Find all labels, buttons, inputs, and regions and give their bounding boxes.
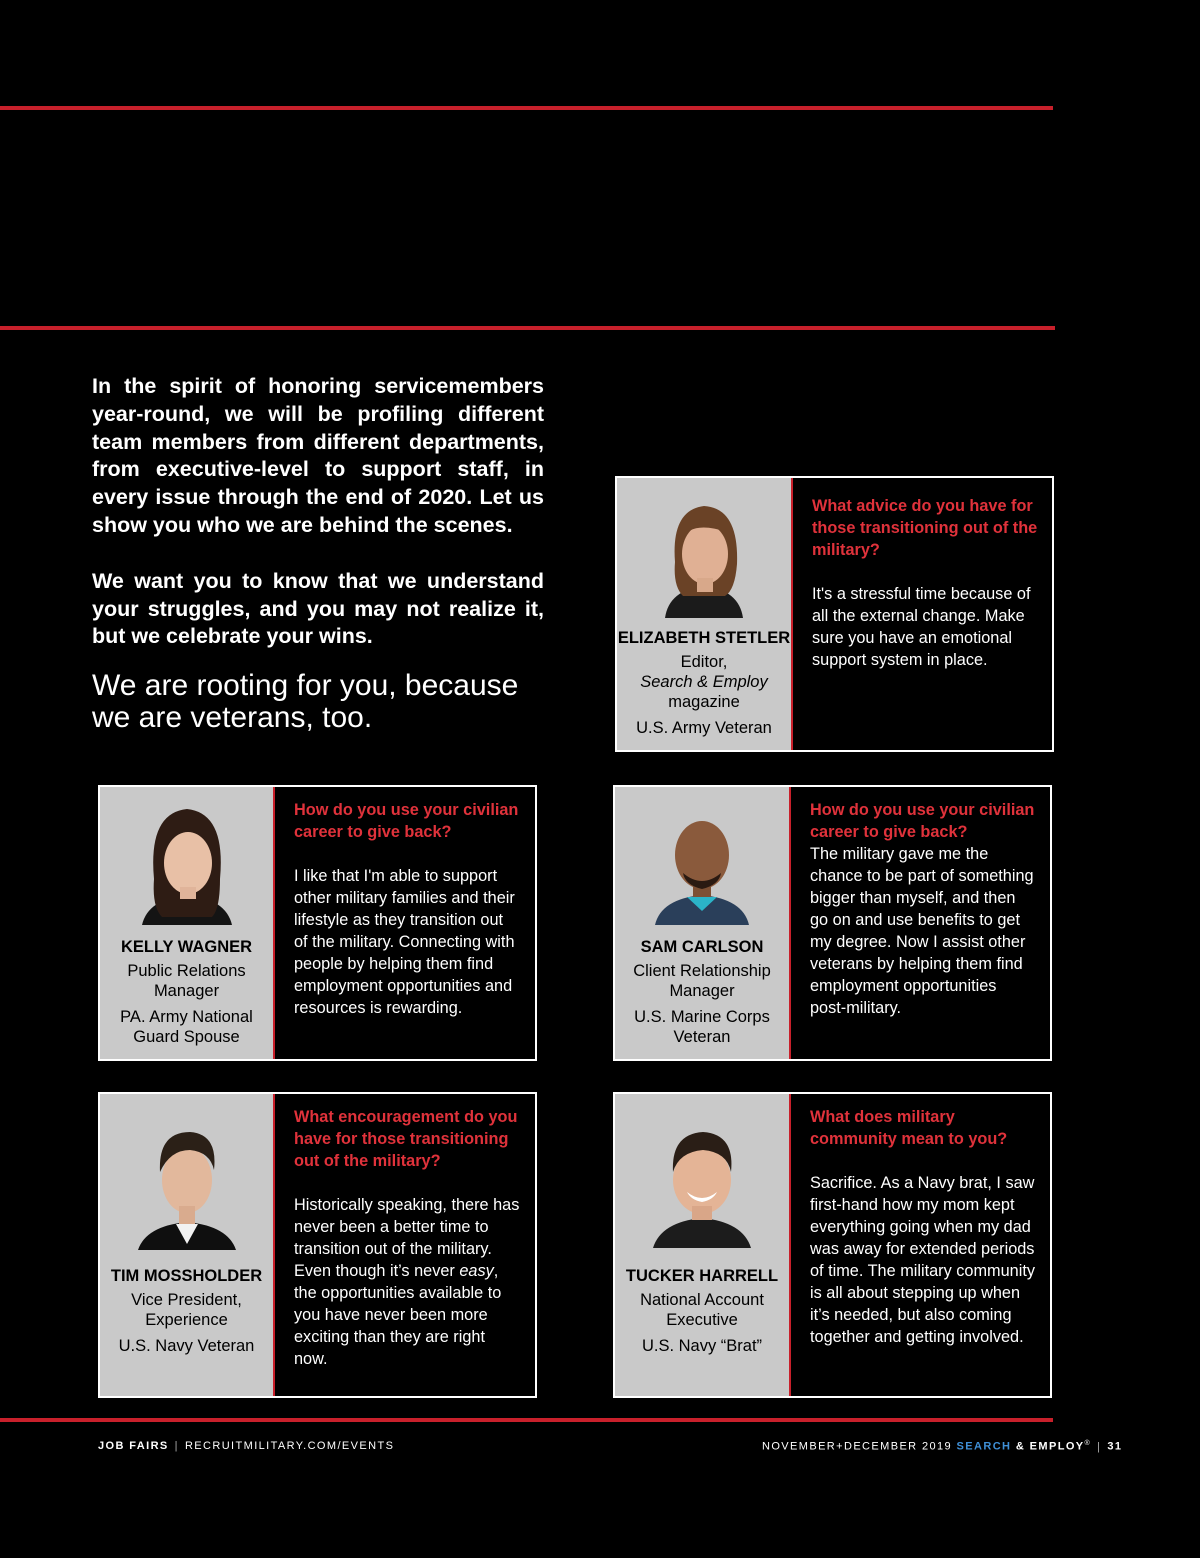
profile-meta xyxy=(617,628,791,738)
profile-role: Public Relations Manager xyxy=(127,962,246,1000)
profile-service: U.S. Marine Corps Veteran xyxy=(634,1008,770,1046)
profile-meta xyxy=(100,937,273,1047)
profile-role: Client Relationship Manager xyxy=(633,962,771,1000)
profile-qa xyxy=(275,787,535,1059)
profile-photo-panel xyxy=(100,787,275,1059)
profile-name: ELIZABETH STETLER xyxy=(617,629,791,647)
profile-photo-panel xyxy=(615,787,791,1059)
profile-question: What advice do you have for those transitioning out of the military? xyxy=(812,497,1038,559)
footer-left: JOB FAIRS | RECRUITMILITARY.COM/EVENTS xyxy=(98,1440,395,1452)
profile-answer: The military gave me the chance to be part of something bigger than myself, and then go on and use benefits to get my degree. Now I assist other veterans by helping them find employment opportunities post-military. xyxy=(810,845,1034,1017)
profile-question: How do you use your civilian career to give back? xyxy=(810,801,1035,841)
profile-answer: Sacrifice. As a Navy brat, I saw first-hand how my mom kept everything going when my dad was away for extended periods of time. The military community is all about stepping up when it’s needed, but also coming together and getting involved. xyxy=(810,1174,1035,1346)
footer-right: NOVEMBER+DECEMBER 2019 SEARCH & EMPLOY® | 31 xyxy=(762,1440,1123,1453)
role-suffix: magazine xyxy=(668,693,740,711)
profile-meta xyxy=(615,937,789,1047)
profile-role: Vice President, Experience xyxy=(131,1291,242,1329)
profile-service: U.S. Navy “Brat” xyxy=(641,1337,763,1355)
profile-meta xyxy=(100,1266,273,1356)
portrait-photo xyxy=(128,1124,246,1250)
profile-question: What does military community mean to you? xyxy=(810,1108,1008,1148)
profile-qa xyxy=(791,1094,1050,1396)
footer-issue: NOVEMBER+DECEMBER 2019 xyxy=(762,1440,953,1453)
intro-paragraph-2: We want you to know that we understand your struggles, and you may not realize it, but we celebrate your wins. xyxy=(92,568,544,649)
profile-answer: It's a stressful time because of all the external change. Make sure you have an emotional support system in place. xyxy=(812,585,1031,669)
profile-qa xyxy=(791,787,1050,1059)
profile-photo-panel xyxy=(100,1094,275,1396)
profile-meta xyxy=(615,1266,789,1356)
footer-rule xyxy=(0,1418,1053,1422)
profile-name: TUCKER HARRELL xyxy=(625,1267,779,1285)
profile-qa xyxy=(275,1094,535,1396)
profile-photo-panel xyxy=(615,1094,791,1396)
intro-text xyxy=(92,373,544,679)
answer-part-b: , the opportunities available to you have never been more exciting than they are right now. xyxy=(294,1262,502,1368)
role-magazine: Search & Employ xyxy=(640,673,768,691)
footer-registered-mark: ® xyxy=(1084,1440,1092,1447)
footer-link[interactable]: RECRUITMILITARY.COM/EVENTS xyxy=(184,1440,395,1452)
profile-service: U.S. Navy Veteran xyxy=(118,1337,255,1355)
profile-qa xyxy=(793,478,1052,750)
footer-section-label: JOB FAIRS xyxy=(98,1440,169,1452)
profile-name: KELLY WAGNER xyxy=(120,938,253,956)
portrait-photo xyxy=(645,492,763,618)
role-prefix: Editor, xyxy=(680,653,728,671)
profile-photo-panel xyxy=(617,478,793,750)
profile-role xyxy=(617,652,791,712)
portrait-photo xyxy=(643,1122,761,1248)
profile-answer: I like that I'm able to support other military families and their lifestyle as they transition out of the military. Connecting with people by helping them find employment opportunities and resources is rewarding. xyxy=(294,867,515,1017)
footer-brand-employ: & EMPLOY xyxy=(1015,1440,1085,1453)
portrait-photo xyxy=(128,799,246,925)
profile-card-tim xyxy=(98,1092,537,1398)
page-number: 31 xyxy=(1107,1440,1123,1453)
profile-question: What encouragement do you have for those transitioning out of the military? xyxy=(294,1108,518,1170)
profile-answer xyxy=(294,1194,521,1370)
answer-emphasis: easy xyxy=(459,1262,494,1280)
profile-card-tucker xyxy=(613,1092,1052,1398)
profile-role: National Account Executive xyxy=(640,1291,764,1329)
tagline: We are rooting for you, because we are veterans, too. xyxy=(92,669,519,734)
portrait-photo xyxy=(643,799,761,925)
header-rule xyxy=(0,326,1055,330)
profile-question: How do you use your civilian career to give back? xyxy=(294,801,519,841)
answer-part-a: Historically speaking, there has never been a better time to transition out of the military. Even though it’s never xyxy=(294,1196,520,1280)
profile-card-sam xyxy=(613,785,1052,1061)
intro-paragraph-1: In the spirit of honoring servicemembers year-round, we will be profiling different team members from different departments, from executive-level to support staff, in every issue through the end of 2020. Let us show you who we are behind the scenes. xyxy=(92,374,544,537)
profile-service: PA. Army National Guard Spouse xyxy=(120,1008,253,1046)
top-rule xyxy=(0,106,1053,110)
profile-name: SAM CARLSON xyxy=(640,938,764,956)
profile-service: U.S. Army Veteran xyxy=(636,719,772,737)
footer-brand-search: SEARCH xyxy=(956,1440,1012,1453)
profile-card-elizabeth xyxy=(615,476,1054,752)
profile-card-kelly xyxy=(98,785,537,1061)
profile-name: TIM MOSSHOLDER xyxy=(110,1267,263,1285)
